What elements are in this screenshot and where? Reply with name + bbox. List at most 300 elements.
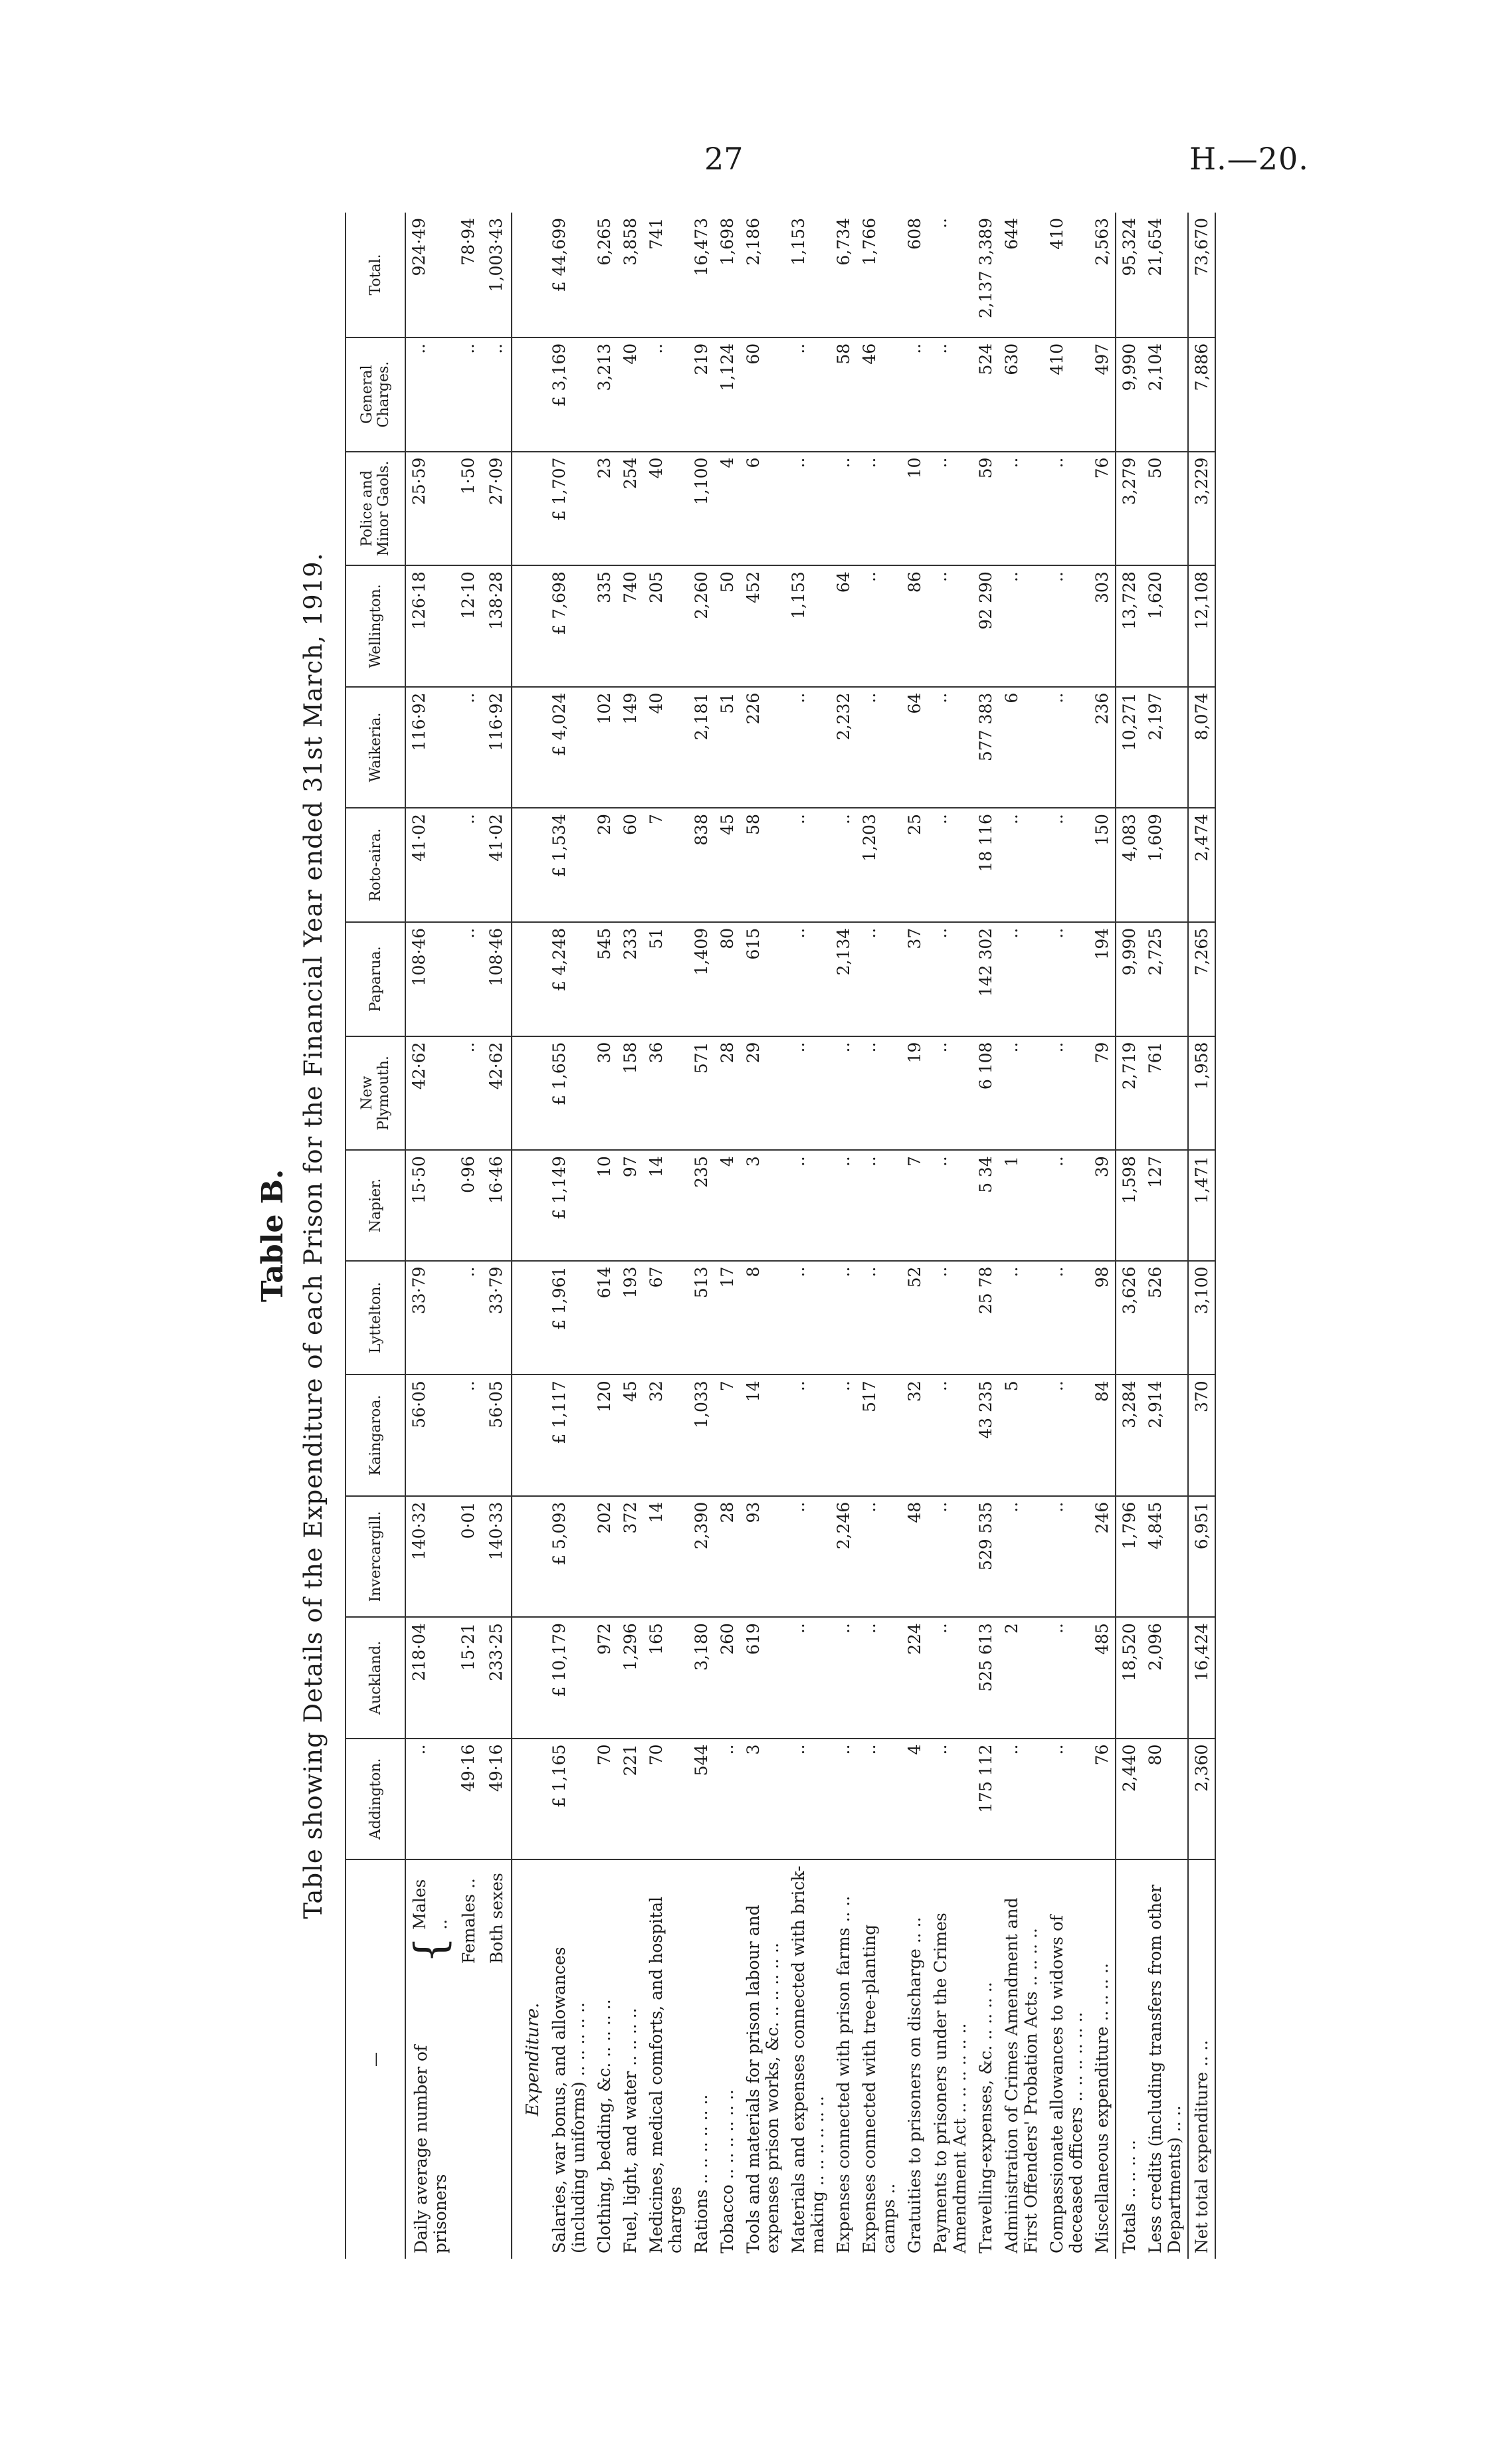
table-cell: .. xyxy=(785,687,831,808)
column-header: Roto-aira. xyxy=(346,808,405,922)
table-cell: .. xyxy=(785,1261,831,1375)
expenditure-heading: Expenditure. xyxy=(523,2002,543,2117)
table-cell: 41·02 xyxy=(405,808,455,922)
row-label: Fuel, light, and water .. .. .. .. xyxy=(621,2008,640,2253)
table-cell: .. xyxy=(999,808,1044,922)
row-label: Compassionate allowances to widows of deceased officers .. .. .. .. .. .. xyxy=(1047,1915,1086,2253)
table-cell: .. xyxy=(928,1150,973,1260)
page-number: 27 xyxy=(704,141,744,177)
table-row xyxy=(1188,213,1215,2259)
table-cell: 2,360 xyxy=(1188,1739,1215,1859)
table-cell: 4,845 xyxy=(1142,1496,1188,1617)
table-cell: 2,186 xyxy=(740,213,785,337)
table-cell: 45 xyxy=(714,808,740,922)
row-label: Tools and materials for prison labour and expenses prison works, &c. .. .. .. .. .. xyxy=(744,1905,782,2253)
table-cell: 5 xyxy=(999,1374,1044,1495)
empty-cell xyxy=(512,1496,546,1617)
table-cell: 42·62 xyxy=(405,1036,455,1151)
table-cell: 2,246 xyxy=(831,1496,856,1617)
empty-cell xyxy=(512,565,546,686)
table-cell: 2,474 xyxy=(1188,808,1215,922)
sex-label: Both sexes xyxy=(487,1873,506,1964)
column-header: Addington. xyxy=(346,1739,405,1859)
table-cell: 25 xyxy=(902,808,928,922)
table-cell: 2,134 xyxy=(831,922,856,1036)
table-row xyxy=(643,213,688,2259)
empty-cell xyxy=(512,213,546,337)
table-cell: 50 xyxy=(1142,452,1188,566)
table-cell: 2,137 3,389 xyxy=(973,213,999,337)
row-label xyxy=(405,1859,455,2259)
table-cell: .. xyxy=(643,337,688,452)
table-cell: £ 4,248 xyxy=(546,922,591,1036)
table-cell: .. xyxy=(455,1036,483,1151)
table-cell: 740 xyxy=(617,565,643,686)
table-cell: 236 xyxy=(1089,687,1116,808)
table-cell: 60 xyxy=(740,337,785,452)
table-cell: 3,100 xyxy=(1188,1261,1215,1375)
row-label: Less credits (including transfers from other Departments) .. .. xyxy=(1146,1884,1184,2253)
table-cell: 3,858 xyxy=(617,213,643,337)
table-cell: 1,598 xyxy=(1116,1150,1142,1260)
table-cell: 513 xyxy=(688,1261,714,1375)
empty-cell xyxy=(512,808,546,922)
table-cell: 6 xyxy=(740,452,785,566)
column-header: — xyxy=(346,1859,405,2259)
table-cell: 93 xyxy=(740,1496,785,1617)
table-cell: 2,914 xyxy=(1142,1374,1188,1495)
table-cell: 6,734 xyxy=(831,213,856,337)
table-cell: .. xyxy=(928,1036,973,1151)
table-cell: 233·25 xyxy=(483,1617,512,1738)
table-cell: 43 235 xyxy=(973,1374,999,1495)
table-cell: 142 302 xyxy=(973,922,999,1036)
table-cell: 76 xyxy=(1089,1739,1116,1859)
row-label: Clothing, bedding, &c. .. .. .. .. xyxy=(595,1999,614,2253)
table-cell: 86 xyxy=(902,565,928,686)
table-cell: 526 xyxy=(1142,1261,1188,1375)
table-cell: .. xyxy=(714,1739,740,1859)
empty-cell xyxy=(512,687,546,808)
table-cell: 615 xyxy=(740,922,785,1036)
table-row xyxy=(1142,213,1188,2259)
table-cell: .. xyxy=(1044,1036,1089,1151)
table-cell: 25 78 xyxy=(973,1261,999,1375)
table-cell: 1,003·43 xyxy=(483,213,512,337)
table-cell: 70 xyxy=(591,1739,617,1859)
table-cell: 95,324 xyxy=(1116,213,1142,337)
row-label: Tobacco .. .. .. .. .. .. xyxy=(718,2089,737,2253)
table-cell: 67 xyxy=(643,1261,688,1375)
table-cell: .. xyxy=(831,1374,856,1495)
table-cell: .. xyxy=(928,213,973,337)
table-cell: 25·59 xyxy=(405,452,455,566)
table-cell: 64 xyxy=(902,687,928,808)
rotated-table-block xyxy=(256,213,1211,2259)
table-cell: .. xyxy=(999,565,1044,686)
table-cell: 102 xyxy=(591,687,617,808)
table-cell: 6,951 xyxy=(1188,1496,1215,1617)
table-cell: 1,609 xyxy=(1142,808,1188,922)
table-cell: 15·21 xyxy=(455,1617,483,1738)
table-cell: 194 xyxy=(1089,922,1116,1036)
table-cell: 571 xyxy=(688,1036,714,1151)
table-cell: 49·16 xyxy=(455,1739,483,1859)
table-cell: 116·92 xyxy=(405,687,455,808)
table-cell: 1,620 xyxy=(1142,565,1188,686)
table-row xyxy=(688,213,714,2259)
table-cell: 36 xyxy=(643,1036,688,1151)
table-cell: £ 1,117 xyxy=(546,1374,591,1495)
table-cell: .. xyxy=(856,1150,902,1260)
table-cell: 1,471 xyxy=(1188,1150,1215,1260)
table-cell: 28 xyxy=(714,1036,740,1151)
table-cell: .. xyxy=(1044,1261,1089,1375)
column-header: Kaingaroa. xyxy=(346,1374,405,1495)
table-cell: .. xyxy=(785,1150,831,1260)
table-heading: Table showing Details of the Expenditure of each Prison for the Financial Year ended 31st March, 1919. xyxy=(299,552,328,1919)
table-cell: 32 xyxy=(643,1374,688,1495)
table-cell: 1,203 xyxy=(856,808,902,922)
table-cell: £ 1,165 xyxy=(546,1739,591,1859)
table-cell: .. xyxy=(785,1739,831,1859)
table-cell: 838 xyxy=(688,808,714,922)
table-cell: 17 xyxy=(714,1261,740,1375)
row-label: Payments to prisoners under the Crimes Amendment Act .. .. .. .. .. .. xyxy=(931,1913,969,2253)
table-cell: 1,153 xyxy=(785,213,831,337)
row-label: Net total expenditure .. .. xyxy=(1188,1859,1215,2259)
table-cell: 59 xyxy=(973,452,999,566)
table-cell: 246 xyxy=(1089,1496,1116,1617)
column-header: Auckland. xyxy=(346,1617,405,1738)
table-cell: 56·05 xyxy=(405,1374,455,1495)
table-cell: .. xyxy=(785,337,831,452)
table-cell: 260 xyxy=(714,1617,740,1738)
table-cell: .. xyxy=(902,337,928,452)
table-cell: 42·62 xyxy=(483,1036,512,1151)
row-label: Materials and expenses connected with brick-making .. .. .. .. .. .. xyxy=(789,1865,827,2253)
table-cell: 52 xyxy=(902,1261,928,1375)
table-cell: 226 xyxy=(740,687,785,808)
table-cell: £ 1,961 xyxy=(546,1261,591,1375)
table-cell: .. xyxy=(785,808,831,922)
table-cell: 39 xyxy=(1089,1150,1116,1260)
table-cell: 19 xyxy=(902,1036,928,1151)
table-cell: .. xyxy=(455,808,483,922)
table-cell: 6 xyxy=(999,687,1044,808)
table-cell: .. xyxy=(999,1496,1044,1617)
expenditure-table xyxy=(345,213,1216,2259)
table-cell: 64 xyxy=(831,565,856,686)
table-cell: 165 xyxy=(643,1617,688,1738)
table-cell: 3,180 xyxy=(688,1617,714,1738)
row-label: Miscellaneous expenditure .. .. .. .. xyxy=(1092,1963,1112,2253)
table-cell: .. xyxy=(405,337,455,452)
table-cell: 1,296 xyxy=(617,1617,643,1738)
table-cell: 7 xyxy=(643,808,688,922)
column-header: Total. xyxy=(346,213,405,337)
table-cell: £ 1,534 xyxy=(546,808,591,922)
table-cell: 303 xyxy=(1089,565,1116,686)
table-cell: .. xyxy=(856,687,902,808)
table-row xyxy=(483,213,512,2259)
table-cell: 14 xyxy=(643,1496,688,1617)
table-row xyxy=(973,213,999,2259)
table-cell: 2,390 xyxy=(688,1496,714,1617)
column-header: Police and Minor Gaols. xyxy=(346,452,405,566)
table-cell: 33·79 xyxy=(483,1261,512,1375)
table-cell: .. xyxy=(999,922,1044,1036)
table-cell: 545 xyxy=(591,922,617,1036)
row-label: Travelling-expenses, &c. .. .. .. .. xyxy=(976,1982,995,2253)
table-row xyxy=(617,213,643,2259)
row-label: Gratuities to prisoners on discharge .. .. xyxy=(905,1917,924,2253)
table-cell: 497 xyxy=(1089,337,1116,452)
table-cell: 79 xyxy=(1089,1036,1116,1151)
table-cell: .. xyxy=(455,922,483,1036)
table-cell: .. xyxy=(928,1374,973,1495)
table-cell: .. xyxy=(785,1036,831,1151)
table-row xyxy=(455,213,483,2259)
column-header: Paparua. xyxy=(346,922,405,1036)
table-cell: 608 xyxy=(902,213,928,337)
table-cell: 92 290 xyxy=(973,565,999,686)
table-cell: 6 108 xyxy=(973,1036,999,1151)
empty-cell xyxy=(512,1617,546,1738)
table-cell: 4,083 xyxy=(1116,808,1142,922)
table-cell: 2,260 xyxy=(688,565,714,686)
table-cell: 33·79 xyxy=(405,1261,455,1375)
table-cell: 7,886 xyxy=(1188,337,1215,452)
table-cell: 7 xyxy=(714,1374,740,1495)
table-cell: .. xyxy=(928,337,973,452)
table-cell: .. xyxy=(831,1261,856,1375)
table-cell: .. xyxy=(785,1374,831,1495)
table-cell: 2,719 xyxy=(1116,1036,1142,1151)
table-cell: 3 xyxy=(740,1150,785,1260)
table-row xyxy=(1116,213,1142,2259)
table-cell: 619 xyxy=(740,1617,785,1738)
table-cell: 410 xyxy=(1044,337,1089,452)
table-cell: .. xyxy=(1044,1150,1089,1260)
table-row xyxy=(928,213,973,2259)
table-cell: 73,670 xyxy=(1188,213,1215,337)
column-header: General Charges. xyxy=(346,337,405,452)
table-cell: .. xyxy=(999,452,1044,566)
table-cell: 1,153 xyxy=(785,565,831,686)
table-row xyxy=(831,213,856,2259)
table-cell: .. xyxy=(785,1617,831,1738)
empty-cell xyxy=(512,1150,546,1260)
table-cell: 30 xyxy=(591,1036,617,1151)
table-cell: 51 xyxy=(714,687,740,808)
sex-label: Males .. xyxy=(410,1879,450,1930)
table-cell: 40 xyxy=(643,687,688,808)
table-cell: 529 535 xyxy=(973,1496,999,1617)
table-cell: 205 xyxy=(643,565,688,686)
table-cell: 8 xyxy=(740,1261,785,1375)
column-header: Invercargill. xyxy=(346,1496,405,1617)
table-cell: .. xyxy=(831,452,856,566)
table-cell: 9,990 xyxy=(1116,922,1142,1036)
table-cell: 150 xyxy=(1089,808,1116,922)
table-cell: 485 xyxy=(1089,1617,1116,1738)
table-cell: 84 xyxy=(1089,1374,1116,1495)
table-cell: .. xyxy=(405,1739,455,1859)
table-cell: 108·46 xyxy=(483,922,512,1036)
table-cell: 254 xyxy=(617,452,643,566)
table-cell: 924·49 xyxy=(405,213,455,337)
table-cell: 2,104 xyxy=(1142,337,1188,452)
table-row xyxy=(546,213,591,2259)
table-row xyxy=(591,213,617,2259)
table-cell: 0·01 xyxy=(455,1496,483,1617)
empty-cell xyxy=(512,452,546,566)
row-label: Administration of Crimes Amendment and First Offenders' Probation Acts .. .. .. .. xyxy=(1002,1897,1041,2253)
table-cell: £ 10,179 xyxy=(546,1617,591,1738)
table-cell: 108·46 xyxy=(405,922,455,1036)
table-cell: 13,728 xyxy=(1116,565,1142,686)
table-cell: 78·94 xyxy=(455,213,483,337)
sex-label: Females .. xyxy=(459,1878,478,1964)
table-cell: 127 xyxy=(1142,1150,1188,1260)
table-cell: 29 xyxy=(740,1036,785,1151)
empty-cell xyxy=(512,922,546,1036)
table-cell: .. xyxy=(856,1261,902,1375)
table-cell: 46 xyxy=(856,337,902,452)
table-cell: 4 xyxy=(714,1150,740,1260)
table-cell: .. xyxy=(928,1261,973,1375)
table-cell: £ 7,698 xyxy=(546,565,591,686)
table-cell: 28 xyxy=(714,1496,740,1617)
table-cell: 76 xyxy=(1089,452,1116,566)
table-cell: 2,181 xyxy=(688,687,714,808)
table-cell: 5 34 xyxy=(973,1150,999,1260)
column-header: Lyttelton. xyxy=(346,1261,405,1375)
table-cell: 410 xyxy=(1044,213,1089,337)
table-cell: .. xyxy=(928,1617,973,1738)
row-label: Expenses connected with prison farms .. .. xyxy=(834,1895,853,2253)
empty-cell xyxy=(512,1261,546,1375)
table-cell: 544 xyxy=(688,1739,714,1859)
empty-cell xyxy=(512,1036,546,1151)
table-cell: .. xyxy=(1044,808,1089,922)
table-cell: 1,100 xyxy=(688,452,714,566)
column-header: Waikeria. xyxy=(346,687,405,808)
table-cell: .. xyxy=(999,1739,1044,1859)
table-cell: 1,409 xyxy=(688,922,714,1036)
table-cell: 3,279 xyxy=(1116,452,1142,566)
table-cell: 761 xyxy=(1142,1036,1188,1151)
table-cell: 4 xyxy=(902,1739,928,1859)
table-cell: 3,213 xyxy=(591,337,617,452)
table-cell: .. xyxy=(483,337,512,452)
table-cell: 175 112 xyxy=(973,1739,999,1859)
table-cell: 202 xyxy=(591,1496,617,1617)
brace-glyph: { xyxy=(406,1936,455,1964)
table-cell: .. xyxy=(1044,687,1089,808)
table-cell: 48 xyxy=(902,1496,928,1617)
table-cell: 2,197 xyxy=(1142,687,1188,808)
table-cell: £ 44,699 xyxy=(546,213,591,337)
table-cell: 126·18 xyxy=(405,565,455,686)
table-cell: 2,563 xyxy=(1089,213,1116,337)
table-cell: £ 1,655 xyxy=(546,1036,591,1151)
table-cell: .. xyxy=(928,1496,973,1617)
table-cell: 116·92 xyxy=(483,687,512,808)
table-cell: 7,265 xyxy=(1188,922,1215,1036)
column-header: Napier. xyxy=(346,1150,405,1260)
table-cell: 1,033 xyxy=(688,1374,714,1495)
table-cell: .. xyxy=(928,1739,973,1859)
table-cell: 2,232 xyxy=(831,687,856,808)
table-cell: £ 1,149 xyxy=(546,1150,591,1260)
table-cell: .. xyxy=(455,1261,483,1375)
table-cell: 9,990 xyxy=(1116,337,1142,452)
table-cell: 1,766 xyxy=(856,213,902,337)
table-cell: .. xyxy=(928,452,973,566)
table-cell: .. xyxy=(455,687,483,808)
table-cell: 80 xyxy=(1142,1739,1188,1859)
table-cell: 524 xyxy=(973,337,999,452)
table-cell: 140·33 xyxy=(483,1496,512,1617)
table-cell: 60 xyxy=(617,808,643,922)
column-header: New Plymouth. xyxy=(346,1036,405,1151)
empty-cell xyxy=(512,1739,546,1859)
table-cell: .. xyxy=(928,565,973,686)
table-cell: .. xyxy=(1044,1739,1089,1859)
empty-cell xyxy=(512,337,546,452)
table-row xyxy=(740,213,785,2259)
table-cell: 1,124 xyxy=(714,337,740,452)
table-cell: 370 xyxy=(1188,1374,1215,1495)
table-cell: 221 xyxy=(617,1739,643,1859)
table-cell: 98 xyxy=(1089,1261,1116,1375)
table-cell: 3,284 xyxy=(1116,1374,1142,1495)
table-cell: 1,796 xyxy=(1116,1496,1142,1617)
table-cell: .. xyxy=(1044,1374,1089,1495)
table-row xyxy=(1044,213,1089,2259)
table-cell: 37 xyxy=(902,922,928,1036)
table-cell: £ 4,024 xyxy=(546,687,591,808)
table-cell: 16·46 xyxy=(483,1150,512,1260)
row-label: Totals .. .. .. .. xyxy=(1116,1859,1142,2259)
table-cell: 10,271 xyxy=(1116,687,1142,808)
table-cell: .. xyxy=(999,1036,1044,1151)
table-cell: .. xyxy=(856,452,902,566)
table-cell: .. xyxy=(831,1036,856,1151)
table-cell: 16,424 xyxy=(1188,1617,1215,1738)
table-cell: 10 xyxy=(591,1150,617,1260)
table-cell: 644 xyxy=(999,213,1044,337)
table-cell: 4 xyxy=(714,452,740,566)
table-cell: 138·28 xyxy=(483,565,512,686)
table-cell: .. xyxy=(455,337,483,452)
table-cell: 1·50 xyxy=(455,452,483,566)
table-cell: .. xyxy=(831,808,856,922)
table-cell: 23 xyxy=(591,452,617,566)
table-cell: £ 1,707 xyxy=(546,452,591,566)
table-cell: 32 xyxy=(902,1374,928,1495)
table-cell: 14 xyxy=(740,1374,785,1495)
table-cell: 193 xyxy=(617,1261,643,1375)
table-cell: .. xyxy=(1044,922,1089,1036)
header-row xyxy=(346,213,405,2259)
table-cell: 12,108 xyxy=(1188,565,1215,686)
table-cell: 97 xyxy=(617,1150,643,1260)
table-cell: 12·10 xyxy=(455,565,483,686)
table-cell: 219 xyxy=(688,337,714,452)
